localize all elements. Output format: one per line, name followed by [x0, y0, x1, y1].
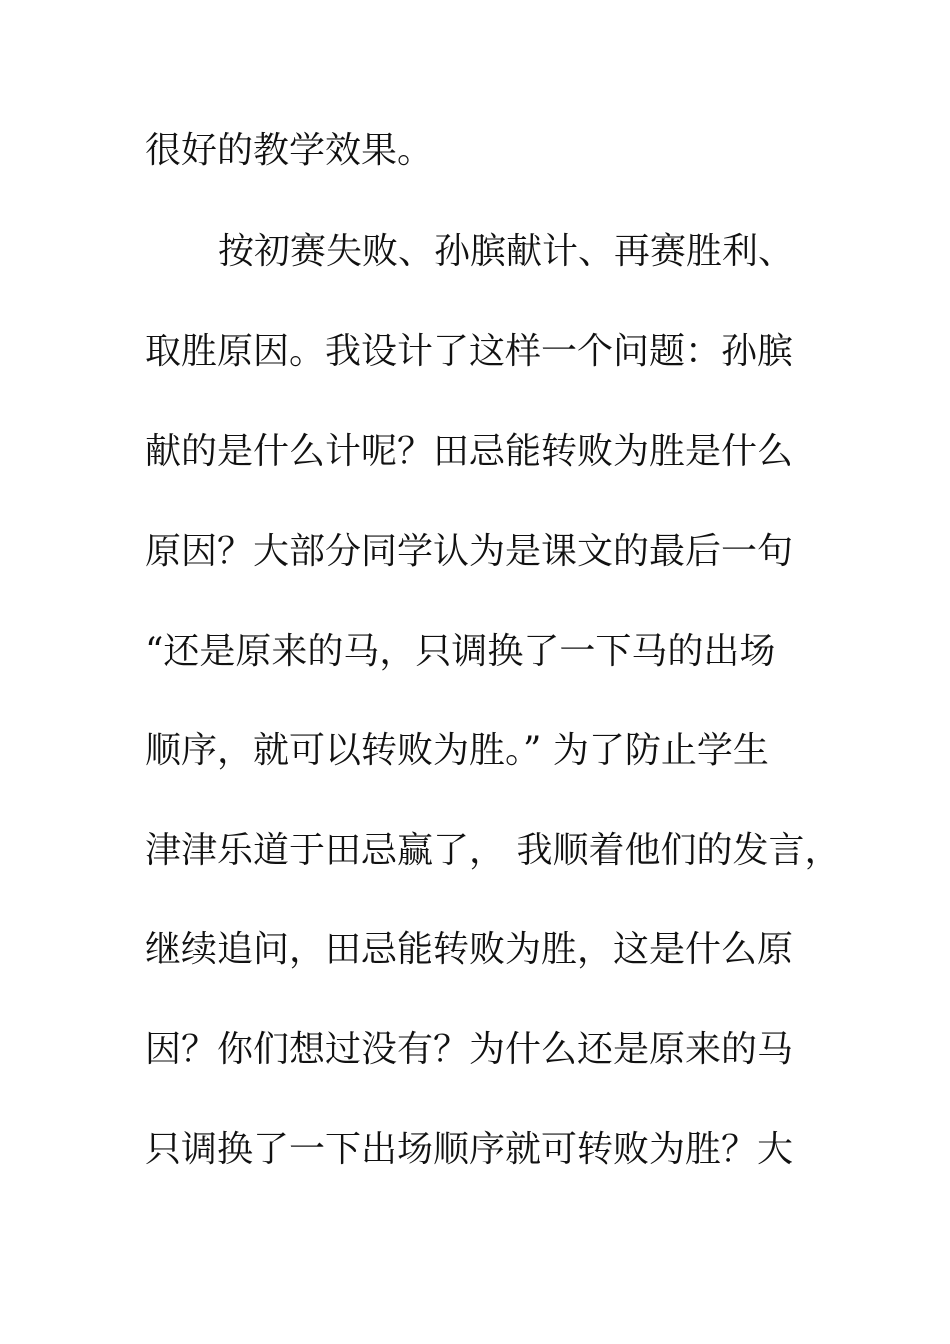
text-line-3: 取胜原因。我设计了这样一个问题：孙膑 — [145, 331, 794, 372]
text-line-1: 很好的教学效果。 — [145, 130, 434, 171]
text-line-9: 继续追问，田忌能转败为胜，这是什么原 — [145, 929, 794, 970]
text-line-2-paragraph-start: 按初赛失败、孙膑献计、再赛胜利、 — [218, 231, 795, 272]
text-line-6: “还是原来的马，只调换了一下马的出场 — [145, 631, 776, 672]
text-line-5: 原因？大部分同学认为是课文的最后一句 — [145, 531, 794, 572]
text-line-7: 顺序，就可以转败为胜。” 为了防止学生 — [145, 730, 769, 771]
text-line-4: 献的是什么计呢？田忌能转败为胜是什么 — [145, 431, 794, 472]
text-line-8: 津津乐道于田忌赢了， 我顺着他们的发言， — [145, 830, 841, 871]
text-line-10: 因？你们想过没有？为什么还是原来的马 — [145, 1029, 794, 1070]
text-line-11: 只调换了一下出场顺序就可转败为胜？大 — [145, 1129, 794, 1170]
